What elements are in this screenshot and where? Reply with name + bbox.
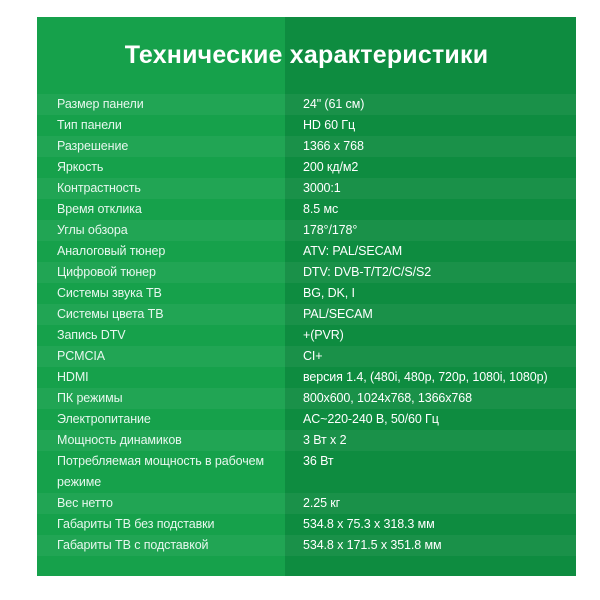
- spec-label: Вес нетто: [57, 496, 113, 510]
- spec-value: DTV: DVB-T/T2/C/S/S2: [303, 265, 432, 279]
- spec-label: Габариты ТВ без подставки: [57, 517, 215, 531]
- spec-value: 800x600, 1024x768, 1366x768: [303, 391, 472, 405]
- spec-value: 200 кд/м2: [303, 160, 359, 174]
- table-row: [37, 157, 576, 178]
- page-title: Технические характеристики: [124, 41, 489, 69]
- table-row: [37, 388, 576, 409]
- spec-value: +(PVR): [303, 328, 344, 342]
- table-row: [37, 346, 576, 367]
- table-filler-row: [37, 556, 576, 576]
- table-row: [37, 115, 576, 136]
- spec-label: ПК режимы: [57, 391, 123, 405]
- table-row: [37, 178, 576, 199]
- spec-value: 534.8 x 171.5 x 351.8 мм: [303, 538, 442, 552]
- table-row: [37, 262, 576, 283]
- spec-label: Электропитание: [57, 412, 151, 426]
- spec-label: Цифровой тюнер: [57, 265, 156, 279]
- table-row: [37, 304, 576, 325]
- spec-value: 178°/178°: [303, 223, 358, 237]
- spec-value: 8.5 мс: [303, 202, 339, 216]
- spec-value: 1366 x 768: [303, 139, 364, 153]
- spec-value: CI+: [303, 349, 323, 363]
- spec-value: HD 60 Гц: [303, 118, 356, 132]
- spec-value: BG, DK, I: [303, 286, 355, 300]
- table-row: [37, 430, 576, 451]
- spec-label: Размер панели: [57, 97, 144, 111]
- spec-label: Системы цвета ТВ: [57, 307, 164, 321]
- spec-label: Мощность динамиков: [57, 433, 182, 447]
- table-row: [37, 367, 576, 388]
- spec-label: PCMCIA: [57, 349, 106, 363]
- spec-value: 3 Вт x 2: [303, 433, 347, 447]
- spec-label: Запись DTV: [57, 328, 126, 342]
- table-row: [37, 136, 576, 157]
- spec-label: Время отклика: [57, 202, 142, 216]
- spec-label: Контрастность: [57, 181, 141, 195]
- spec-label: Потребляемая мощность в рабочем режиме: [57, 454, 265, 489]
- spec-value: 2.25 кг: [303, 496, 341, 510]
- spec-value: ATV: PAL/SECAM: [303, 244, 403, 258]
- spec-label: Аналоговый тюнер: [57, 244, 166, 258]
- table-row: [37, 220, 576, 241]
- spec-value: 36 Вт: [303, 454, 334, 468]
- spec-label: Разрешение: [57, 139, 129, 153]
- spec-value: PAL/SECAM: [303, 307, 373, 321]
- spec-value: AC~220-240 В, 50/60 Гц: [303, 412, 439, 426]
- table-row: [37, 514, 576, 535]
- table-row: [37, 199, 576, 220]
- spec-label: Тип панели: [57, 118, 122, 132]
- spec-value: 24" (61 см): [303, 97, 365, 111]
- spec-label: HDMI: [57, 370, 89, 384]
- table-row: [37, 241, 576, 262]
- table-row: [37, 325, 576, 346]
- table-row: [37, 94, 576, 115]
- spec-label: Углы обзора: [57, 223, 128, 237]
- table-row: [37, 283, 576, 304]
- table-row: [37, 493, 576, 514]
- table-row: [37, 451, 576, 493]
- spec-sheet-panel: [37, 17, 576, 576]
- spec-table: [37, 94, 576, 576]
- spec-label: Системы звука ТВ: [57, 286, 162, 300]
- table-row: [37, 535, 576, 556]
- spec-value: версия 1.4, (480i, 480p, 720p, 1080i, 1080p): [303, 370, 548, 384]
- table-row: [37, 409, 576, 430]
- spec-value: 534.8 x 75.3 x 318.3 мм: [303, 517, 435, 531]
- title-bar: [37, 17, 576, 94]
- spec-label: Габариты ТВ с подставкой: [57, 538, 209, 552]
- spec-value: 3000:1: [303, 181, 341, 195]
- spec-label: Яркость: [57, 160, 104, 174]
